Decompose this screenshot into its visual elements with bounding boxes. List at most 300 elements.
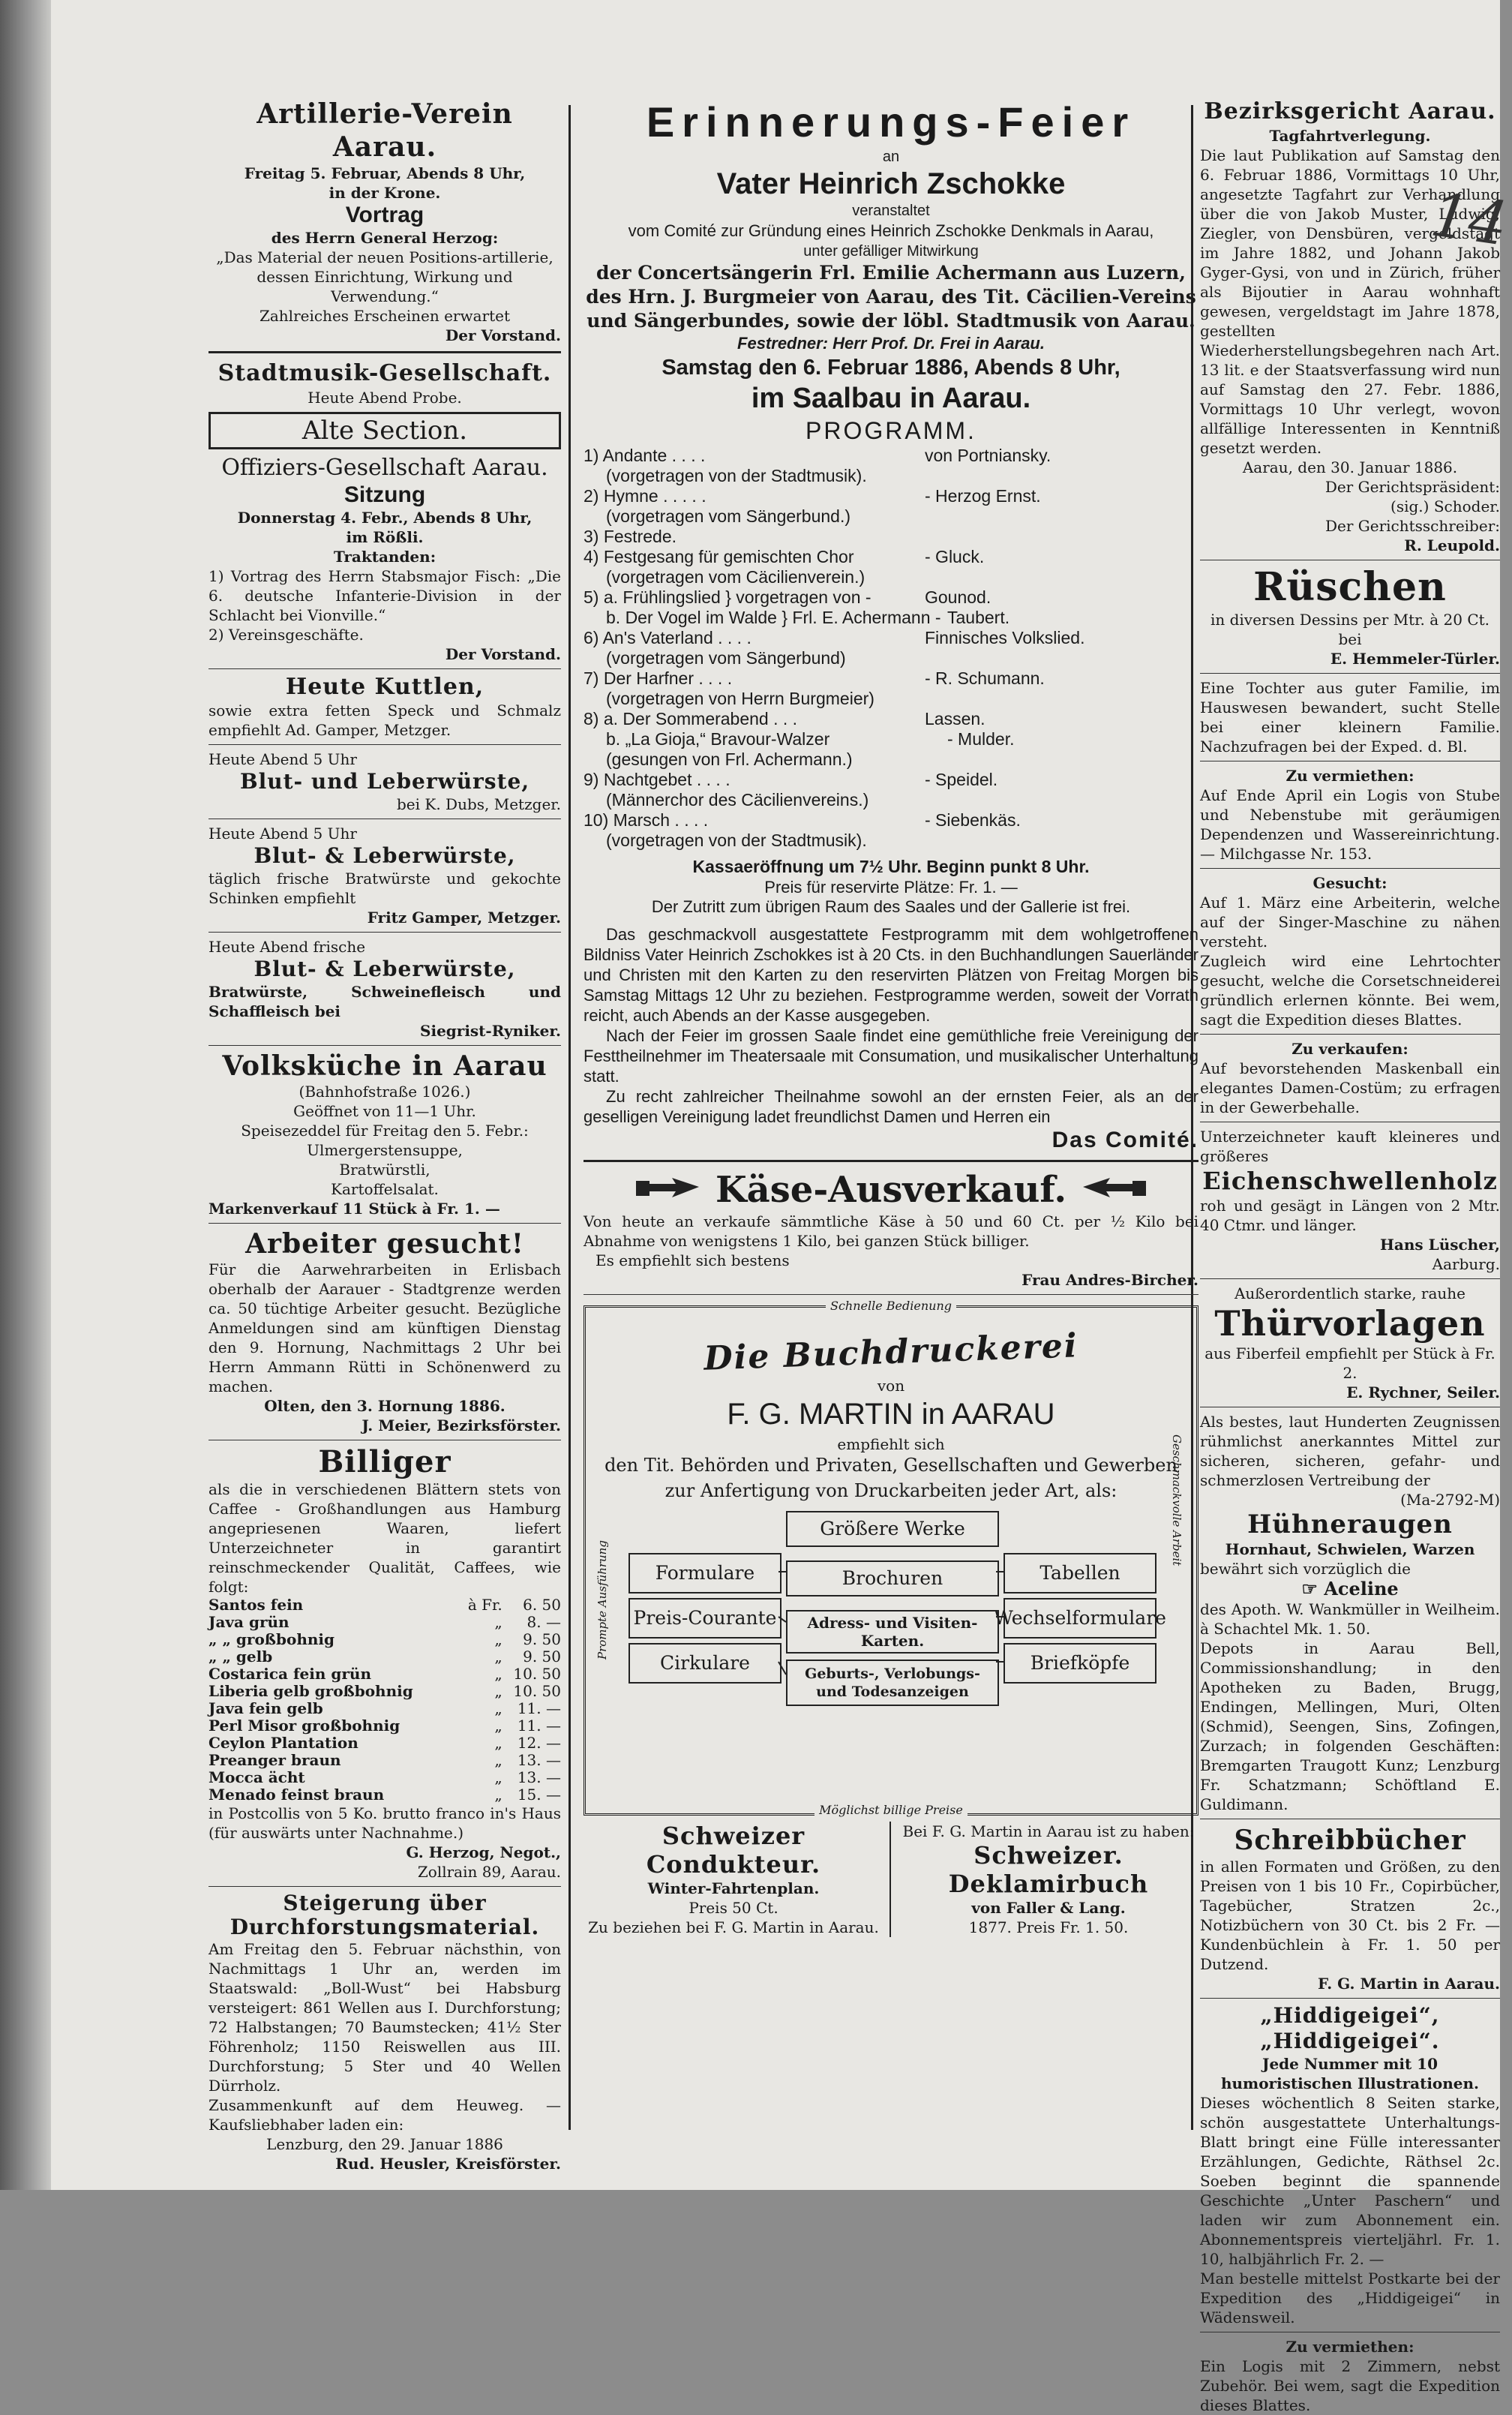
druckerei-von: von: [877, 1377, 905, 1395]
price-currency: „: [494, 1768, 502, 1786]
alte-section-box: Alte Section.: [208, 412, 561, 449]
ad-line: R. Leupold.: [1404, 536, 1500, 554]
price-currency: „: [494, 1786, 502, 1804]
ad-pretext: Bei F. G. Martin in Aarau ist zu haben:: [902, 1822, 1195, 1840]
newspaper-page: [51, 0, 1512, 2414]
ad-place: Aarburg.: [1432, 1255, 1500, 1273]
price-value: 6. 50: [523, 1596, 561, 1614]
ad-text: Zugleich wird eine Lehrtochter gesucht, welche die Corsetschneiderei gründlich erlernen könnte. Bei wem, sagt die Expedition dieses Blattes.: [1200, 952, 1500, 1029]
ad-line: Bratwürstli,: [339, 1161, 430, 1179]
price-name: Perl Misor großbohnig: [208, 1717, 400, 1735]
ad-date: Olten, den 3. Hornung 1886.: [264, 1397, 506, 1415]
program-item-composer: von Portniansky.: [925, 446, 1052, 465]
price-currency: „: [494, 1734, 502, 1752]
programm-heading: PROGRAMM.: [806, 417, 976, 444]
verkaufen-ad: [1200, 1039, 1500, 1117]
druckerei-line: zur Anfertigung von Druckarbeiten jeder Art, als:: [664, 1480, 1118, 1501]
program-item-piece: (vorgetragen von Herrn Burgmeier): [606, 689, 874, 708]
feier-paragraph: Zu recht zahlreicher Theilnahme sowohl an der ernsten Feier, als an der geselligen Vereinigung ladet freundlichst Damen und Herren ein: [584, 1087, 1198, 1126]
ad-signature: Hans Lüscher,: [1380, 1236, 1500, 1254]
divider: [584, 1294, 1198, 1295]
ad-line: Markenverkauf 11 Stück à Fr. 1. —: [208, 1200, 500, 1218]
feier-ad: [584, 98, 1198, 1154]
ad-title: Zu vermiethen:: [1286, 2338, 1414, 2356]
price-name: Preanger braun: [208, 1751, 341, 1769]
program-item-composer: - Gluck.: [925, 547, 985, 566]
ad-text: Auf bevorstehenden Maskenball ein elegantes Damen-Costüm; zu erfragen in der Gewerbehalle.: [1200, 1059, 1500, 1116]
bezirksgericht-ad: [1200, 98, 1500, 555]
ad-title: Zu vermiethen:: [1286, 767, 1414, 785]
feier-title: Erinnerungs-Feier: [646, 98, 1136, 146]
program-item-piece: (gesungen von Frl. Achermann.): [606, 749, 853, 769]
divider: [208, 1886, 561, 1887]
ad-title: Gesucht:: [1312, 874, 1388, 892]
ad-speaker: des Herrn General Herzog:: [271, 229, 499, 247]
price-value: 13. —: [517, 1768, 561, 1786]
kaese-text: Von heute an verkaufe sämmtliche Käse à 50 und 60 Ct. per ½ Kilo bei Abnahme von wenigstens 1 Kilo, bei ganzen Stück billiger.: [584, 1212, 1198, 1250]
kuttlen-ad: [208, 674, 561, 740]
ad-price: Preis 50 Ct.: [688, 1899, 778, 1917]
ad-signature: Fritz Gamper, Metzger.: [367, 909, 561, 927]
price-currency: „: [494, 1613, 502, 1631]
pointing-hand-icon: ☞: [1301, 1578, 1324, 1599]
program-item-piece: (vorgetragen vom Sängerbund): [606, 648, 846, 668]
price-value: 9. 50: [523, 1630, 561, 1648]
feier-line: des Hrn. J. Burgmeier von Aarau, des Tit. Cäcilien-Vereins: [586, 286, 1196, 308]
ad-author: von Faller & Lang.: [971, 1899, 1126, 1917]
deklamir-ad: [891, 1822, 1198, 1937]
program-item-piece: (vorgetragen von der Stadtmusik).: [606, 831, 867, 850]
program-item-piece: b. Der Vogel im Walde } Frl. E. Achermann -: [606, 608, 941, 627]
kaese-ad: [584, 1168, 1198, 1290]
ad-text: in allen Formaten und Größen, zu den Preisen von 1 bis 10 Fr., Copirbücher, Tagebücher, Stratzen 2c., Notizbüchern von 30 Ct. bis 2 Fr. — Kundenbüchlein à Fr. 1. 50 per Dutzend.: [1200, 1858, 1500, 1973]
program-item-piece: 8) a. Der Sommerabend . . .: [584, 709, 798, 728]
price-row: [208, 1614, 561, 1631]
feier-line: der Concertsängerin Frl. Emilie Achermann aus Luzern,: [596, 262, 1186, 284]
program-item-piece: 6) An's Vaterland . . . .: [584, 628, 752, 647]
price-value: 8. —: [526, 1613, 561, 1631]
feier-preis: Preis für reservirte Plätze: Fr. 1. —: [764, 878, 1018, 897]
ad-title: Eichenschwellenholz: [1202, 1167, 1498, 1195]
feier-kasse: Kassaeröffnung um 7½ Uhr. Beginn punkt 8 Uhr.: [692, 857, 1090, 876]
ad-title: Offiziers-Gesellschaft Aarau.: [221, 455, 548, 481]
druckerei-bottom-text: Möglichst billige Preise: [814, 1803, 968, 1817]
ad-text: roh und gesägt in Längen von 2 Mtr. 40 Ctmr. und länger.: [1200, 1197, 1500, 1234]
service-cell: Adress- und Visiten-Karten.: [786, 1610, 999, 1654]
program-item: [584, 608, 1198, 628]
service-cell: Brochuren: [786, 1560, 999, 1596]
ad-title: Blut- & Leberwürste,: [254, 957, 516, 981]
ad-meeting: Zusammenkunft auf dem Heuweg. — Kaufsliebhaber laden ein:: [208, 2096, 561, 2134]
price-name: Costarica fein grün: [208, 1665, 371, 1683]
ad-price: 1877. Preis Fr. 1. 50.: [968, 1918, 1129, 1936]
price-name: Menado feinst braun: [208, 1786, 385, 1804]
program-item: [584, 729, 1198, 749]
schreib-ad: [1200, 1824, 1500, 1993]
ad-line: Geöffnet von 11—1 Uhr.: [293, 1102, 476, 1120]
ad-title: Blut- und Leberwürste,: [239, 769, 530, 794]
rueschen-ad: [1200, 565, 1500, 668]
divider: [1200, 1278, 1500, 1279]
divider: [208, 668, 561, 669]
price-table: [208, 1596, 561, 1804]
program-item: [584, 749, 1198, 770]
divider: [1200, 1034, 1500, 1035]
program-item-composer: Taubert.: [947, 608, 1010, 627]
program-item: [584, 567, 1198, 587]
program-item: [584, 587, 1198, 608]
ad-text: Dieses wöchentlich 8 Seiten starke, schön ausgestattete Unterhaltungs-Blatt bringt eine Fülle interessanter Erzählungen, Gedichte, Räthsel 2c. Soeben beginnt die spannende Geschichte „Unter Paschern“ und laden wir zum Abonnement ein. Abonnementspreis vierteljährl. Fr. 1. 10, halbjährlich Fr. 2. —: [1200, 2094, 1500, 2268]
price-value: 9. 50: [523, 1648, 561, 1666]
billiger-ad: [208, 1445, 561, 1882]
right-column: [1200, 98, 1512, 2414]
ad-title: Arbeiter gesucht!: [245, 1228, 524, 1260]
program-item-piece: 3) Festrede.: [584, 527, 676, 546]
ad-text: Ein Logis mit 2 Zimmern, nebst Zubehör. Bei wem, sagt die Expedition dieses Blattes.: [1200, 2357, 1500, 2414]
ad-text: Am Freitag den 5. Februar nächsthin, von Nachmittags 1 Uhr an, werden im Staatswald: „Boll-Wust“ bei Habsburg versteigert: 861 Wellen aus I. Durchforstung; 72 Halbstangen; 70 Baumstecken; 41½ Ster Föhrenholz; 1150 Reiswellen aus III. Durchforstung; 5 Ster und 40 Wellen Dürrholz.: [208, 1940, 561, 2095]
price-row: [208, 1631, 561, 1648]
price-name: „ „ gelb: [208, 1648, 273, 1666]
price-row: [208, 1735, 561, 1752]
program-item-piece: 10) Marsch . . . .: [584, 810, 709, 830]
ad-title: Hühneraugen: [1247, 1509, 1453, 1539]
program-list: [584, 446, 1198, 851]
ad-code: (Ma-2792-M): [1400, 1491, 1500, 1509]
ad-date: Lenzburg, den 29. Januar 1886: [266, 2135, 503, 2153]
middle-column: [584, 98, 1198, 2145]
ad-item: 1) Vortrag des Herrn Stabsmajor Fisch: „Die 6. deutsche Infanterie-Division in der Schlacht bei Vionville.“: [208, 567, 561, 624]
price-name: Santos fein: [208, 1596, 304, 1614]
eichen-ad: [1200, 1127, 1500, 1274]
ad-line: Der Gerichtspräsident:: [1324, 478, 1500, 496]
ad-pretext: Außerordentlich starke, rauhe: [1234, 1284, 1466, 1302]
stadtmusik-ad: [208, 359, 561, 407]
service-connectors: [584, 1299, 1198, 1817]
program-item-composer: Finnisches Volkslied.: [925, 628, 1085, 647]
ad-signature: E. Rychner, Seiler.: [1346, 1383, 1500, 1401]
arbeiter-ad: [208, 1228, 561, 1435]
price-value: 11. —: [517, 1717, 561, 1735]
feier-signature: Das Comité.: [1052, 1128, 1198, 1152]
ad-order: Man bestelle mittelst Postkarte bei der Expedition des „Hiddigeigei“ in Wädensweil.: [1200, 2269, 1500, 2326]
vermiethen-ad: [1200, 766, 1500, 864]
ad-subtitle: Hornhaut, Schwielen, Warzen: [1225, 1540, 1475, 1558]
feier-comite: vom Comité zur Gründung eines Heinrich Zschokke Denkmals in Aarau,: [628, 221, 1154, 240]
program-item-composer: [925, 527, 1198, 547]
price-value: 10. 50: [513, 1665, 561, 1683]
ad-place: im Rößli.: [346, 528, 424, 546]
ad-pretext: Unterzeichneter kauft kleineres und größeres: [1200, 1128, 1500, 1165]
ad-title: Billiger: [318, 1444, 452, 1479]
price-row: [208, 1648, 561, 1666]
program-item-composer: [947, 749, 1198, 770]
ad-text: Depots in Aarau Bell, Commissionshandlung; in den Apotheken zu Baden, Brugg, Endingen, Mellingen, Muri, Olten (Schmid), Seengen, Sins, Zofingen, Zurzach; in folgenden Geschäften: Bremgarten Traugott Kunz; Lenzburg Fr. Schatzmann; Schöftland E. Guldimann.: [1200, 1639, 1500, 1813]
divider: [1200, 673, 1500, 674]
ad-signature: Rud. Heusler, Kreisförster.: [335, 2155, 561, 2173]
program-item: [584, 668, 1198, 689]
ad-subtitle: Jede Nummer mit 10 humoristischen Illustrationen.: [1220, 2055, 1480, 2092]
druckerei-name: F. G. MARTIN in AARAU: [727, 1398, 1055, 1431]
program-item-piece: 1) Andante . . . .: [584, 446, 706, 465]
program-item: [584, 709, 1198, 729]
price-value: 15. —: [517, 1786, 561, 1804]
siegrist-ad: [208, 937, 561, 1041]
price-row: [208, 1769, 561, 1786]
program-item-composer: [947, 831, 1198, 851]
ad-date: Donnerstag 4. Febr., Abends 8 Uhr,: [237, 509, 532, 527]
divider: [584, 1160, 1198, 1162]
price-currency: „: [494, 1648, 502, 1666]
ad-date: Freitag 5. Februar, Abends 8 Uhr,: [244, 164, 526, 182]
feier-line: und Sängerbundes, sowie der löbl. Stadtmusik von Aarau.: [586, 310, 1196, 332]
program-item-composer: - Speidel.: [925, 770, 998, 789]
divider: [208, 1223, 561, 1224]
bottom-ads: [584, 1822, 1198, 1937]
divider: [208, 1045, 561, 1046]
gamper-ad: [208, 824, 561, 927]
service-cell: Preis-Courante: [628, 1598, 782, 1639]
druckerei-ad: [584, 1299, 1198, 1817]
feier-date: Samstag den 6. Februar 1886, Abends 8 Uhr,: [662, 356, 1120, 380]
price-name: Java grün: [208, 1613, 290, 1631]
tochter-ad: Eine Tochter aus guter Familie, im Hauswesen bewandert, sucht Stelle bei einer kleinern Familie. Nachzufragen bei der Exped. d. Bl.: [1200, 679, 1500, 755]
ad-line: (Bahnhofstraße 1026.): [298, 1083, 471, 1101]
program-item: [584, 790, 1198, 810]
price-currency: à Fr.: [467, 1596, 502, 1614]
divider: [208, 932, 561, 933]
feier-mitwirkung: unter gefälliger Mitwirkung: [803, 243, 979, 260]
druckerei-line: den Tit. Behörden und Privaten, Gesellschaften und Gewerben: [604, 1455, 1178, 1476]
price-row: [208, 1786, 561, 1804]
program-item-piece: b. „La Gioja,“ Bravour-Walzer: [606, 729, 830, 749]
program-item-composer: Gounod.: [925, 587, 992, 607]
price-row: [208, 1683, 561, 1700]
feier-an: an: [882, 149, 900, 165]
ad-title: „Hiddigeigei“, „Hiddigeigei“.: [1260, 2003, 1440, 2053]
ad-signature: J. Meier, Bezirksförster.: [362, 1416, 561, 1434]
program-item-piece: (vorgetragen vom Cäcilienverein.): [606, 567, 866, 587]
ad-pretext: Heute Abend frische: [208, 938, 366, 956]
druckerei-title: Die Buchdruckerei: [703, 1326, 1079, 1378]
price-value: 12. —: [517, 1734, 561, 1752]
ad-heading: Sitzung: [344, 482, 426, 507]
ad-signature: G. Herzog, Negot.,: [406, 1843, 561, 1861]
program-item: [584, 770, 1198, 790]
feier-zutritt: Der Zutritt zum übrigen Raum des Saales und der Gallerie ist frei.: [651, 897, 1131, 916]
ad-line: (sig.) Schoder.: [1390, 497, 1500, 515]
ad-signature: Der Vorstand.: [445, 326, 561, 344]
hiddigeigei-ad: [1200, 2003, 1500, 2327]
price-name: Java fein gelb: [208, 1699, 323, 1717]
service-cell: Briefköpfe: [1004, 1643, 1156, 1684]
price-row: [208, 1596, 561, 1614]
price-name: „ „ großbohnig: [208, 1630, 334, 1648]
program-item-piece: (Männerchor des Cäcilienvereins.): [606, 790, 869, 810]
program-item: [584, 831, 1198, 851]
pointing-hand-left-icon: [1080, 1173, 1148, 1206]
program-item-piece: 4) Festgesang für gemischten Chor: [584, 547, 854, 566]
divider: [1200, 1998, 1500, 1999]
program-item-piece: (vorgetragen von der Stadtmusik).: [606, 466, 867, 485]
ad-title: Blut- & Leberwürste,: [254, 843, 516, 868]
price-currency: „: [494, 1630, 502, 1648]
ad-subtitle: Tagfahrtverlegung.: [1269, 127, 1431, 145]
ad-title: Zu verkaufen:: [1292, 1040, 1408, 1058]
ad-heading: Vortrag: [345, 203, 424, 227]
pointing-hand-right-icon: [634, 1173, 702, 1206]
ad-text: Die laut Publikation auf Samstag den 6. Februar 1886, Vormittags 10 Uhr, angesetzte Tagfahrt zur Verhandlung über die von Jakob Muster, Ludwig, Ziegler, von Densbüren, vergeldstagt im Jahre 1882, und Johann Jakob Gyger-Gysi, von und in Zürich, früher als Bijoutier in Aarau wohnhaft gewesen, vergeldstagt im Jahre 1878, gestellten Wiederherstellungsbegehren nach Art. 13 lit. e der Staatsverfassung wird nun auf Samstag den 27. Febr. 1886, Vormittags 10 Uhr verlegt, wovon allfällige Interessenten in Kenntniß gesetzt werden.: [1200, 146, 1500, 457]
condukteur-ad: [584, 1822, 891, 1937]
service-cell: Geburts-, Verlobungs- und Todesanzeigen: [786, 1660, 999, 1706]
divider: [208, 351, 561, 353]
ad-title: Schweizer Condukteur.: [646, 1822, 821, 1879]
dubs-ad: [208, 749, 561, 814]
program-item-composer: [947, 689, 1198, 709]
ad-text: in diversen Dessins per Mtr. à 20 Ct. bei: [1210, 611, 1490, 648]
program-item-composer: - Mulder.: [947, 729, 1015, 749]
ad-outro: in Postcollis von 5 Ko. brutto franco in's Haus (für auswärts unter Nachnahme.): [208, 1804, 561, 1842]
druckerei-empfiehlt: empfiehlt sich: [837, 1435, 945, 1453]
program-item-piece: (vorgetragen vom Sängerbund.): [606, 506, 851, 526]
price-row: [208, 1700, 561, 1717]
program-item: [584, 506, 1198, 527]
ad-title: Rüschen: [1253, 564, 1447, 610]
program-item-composer: [947, 648, 1198, 668]
druckerei-right-side: Geschmackvolle Arbeit: [1170, 1434, 1184, 1566]
artillerie-ad: [208, 98, 561, 345]
ad-text: Auf 1. März eine Arbeiterin, welche auf der Singer-Maschine zu nähen versteht.: [1200, 894, 1500, 951]
program-item-piece: 7) Der Harfner . . . .: [584, 668, 733, 688]
ad-address: Zollrain 89, Aarau.: [417, 1863, 561, 1881]
price-name: Ceylon Plantation: [208, 1734, 358, 1752]
ad-product: [1200, 1578, 1500, 1599]
feier-name: Vater Heinrich Zschokke: [716, 167, 1066, 200]
ad-subtitle: Winter-Fahrtenplan.: [647, 1879, 820, 1897]
ad-signature: bei K. Dubs, Metzger.: [397, 795, 561, 813]
ad-line: Speisezeddel für Freitag den 5. Febr.:: [241, 1122, 529, 1140]
price-name: Liberia gelb großbohnig: [208, 1682, 413, 1700]
ad-pretext: Heute Abend 5 Uhr: [208, 750, 357, 768]
handwritten-page-number: 14: [1426, 179, 1512, 260]
ad-pretext: Als bestes, laut Hunderten Zeugnissen rühmlichst anerkanntes Mittel zur sicheren, sicheren, gefahr- und schmerzlosen Vertreibung der: [1200, 1413, 1500, 1489]
ad-title: Artillerie-Verein Aarau.: [256, 98, 513, 163]
ad-text: bewährt sich vorzüglich die: [1200, 1560, 1412, 1578]
feier-place: im Saalbau in Aarau.: [751, 383, 1031, 414]
ad-title: Schreibbücher: [1234, 1825, 1466, 1856]
ad-signature: Der Vorstand.: [445, 645, 561, 663]
kaese-sub: Es empfiehlt sich bestens: [596, 1251, 790, 1269]
ad-signature: F. G. Martin in Aarau.: [1318, 1975, 1500, 1993]
ad-title: Steigerung über Durchforstungsmaterial.: [230, 1891, 540, 1939]
price-row: [208, 1752, 561, 1769]
service-cell: Tabellen: [1004, 1553, 1156, 1593]
ad-title: Thürvorlagen: [1214, 1303, 1486, 1344]
program-item: [584, 547, 1198, 567]
price-name: Mocca ächt: [208, 1768, 305, 1786]
divider: [1200, 868, 1500, 869]
program-item: [584, 628, 1198, 648]
ad-subheading: Traktanden:: [333, 548, 436, 566]
ad-title: Bezirksgericht Aarau.: [1204, 98, 1496, 125]
ad-pretext: Heute Abend 5 Uhr: [208, 825, 357, 843]
program-item-composer: - Siebenkäs.: [925, 810, 1021, 830]
druckerei-top-text: Schnelle Bedienung: [826, 1299, 956, 1313]
volkskueche-ad: [208, 1050, 561, 1218]
program-item: [584, 810, 1198, 831]
huehner-ad: [1200, 1412, 1500, 1814]
price-value: 11. —: [517, 1699, 561, 1717]
program-item: [584, 527, 1198, 547]
paper-binding-edge: [0, 0, 51, 2190]
price-currency: „: [494, 1699, 502, 1717]
price-value: 10. 50: [513, 1682, 561, 1700]
price-row: [208, 1666, 561, 1683]
ad-product-name: Aceline: [1324, 1578, 1399, 1599]
service-cell: Wechselformulare: [1004, 1598, 1156, 1639]
steigerung-ad: [208, 1891, 561, 2173]
price-currency: „: [494, 1665, 502, 1683]
program-item-composer: [947, 567, 1198, 587]
ad-line: Der Gerichtsschreiber:: [1324, 517, 1500, 535]
ad-signature: E. Hemmeler-Türler.: [1330, 650, 1500, 668]
program-item-composer: [947, 790, 1198, 810]
gesucht-ad: [1200, 873, 1500, 1029]
ad-text: Bratwürste, Schweinefleisch und Schaffleisch bei: [208, 983, 561, 1020]
ad-place: in der Krone.: [328, 184, 441, 202]
program-item-composer: - Herzog Ernst.: [925, 486, 1041, 506]
price-value: 13. —: [517, 1751, 561, 1769]
program-item-composer: - R. Schumann.: [925, 668, 1045, 688]
ad-signature: Siegrist-Ryniker.: [420, 1022, 561, 1040]
program-item: [584, 689, 1198, 709]
program-item: [584, 466, 1198, 486]
ad-title: Schweizer. Deklamirbuch: [948, 1841, 1149, 1898]
feier-paragraph: Das geschmackvoll ausgestattete Festprogramm mit dem wohlgetroffenen Bildniss Vater Heinrich Zschokkes ist à 20 Cts. in den Buchhandlungen Sauerländer und Christen mit den Karten zu den reservirten Plätzen von Freitag Morgen bis Samstag Mittags 12 Uhr zu beziehen. Festprogramme werden, soweit der Vorrath reicht, auch Abends an der Kasse ausgegeben.: [584, 925, 1198, 1025]
ad-title: Heute Kuttlen,: [285, 674, 484, 700]
divider: [208, 744, 561, 745]
ad-text: Auf Ende April ein Logis von Stube und Nebenstube mit geräumigen Dependenzen und Wassereinrichtung. — Milchgasse Nr. 153.: [1200, 786, 1500, 863]
program-item-piece: 2) Hymne . . . . .: [584, 486, 706, 506]
ad-text: täglich frische Bratwürste und gekochte Schinken empfiehlt: [208, 870, 561, 907]
column-rule-left: [568, 105, 571, 2130]
ad-text: aus Fiberfeil empfiehlt per Stück à Fr. 2.: [1204, 1344, 1496, 1382]
program-item-composer: [947, 506, 1198, 527]
kaese-title: Käse-Ausverkauf.: [715, 1169, 1067, 1211]
feier-festredner: Festredner: Herr Prof. Dr. Frei in Aarau.: [737, 334, 1045, 353]
ad-title: Stadtmusik-Gesellschaft.: [218, 360, 552, 386]
vermiethen2-ad: [1200, 2337, 1500, 2415]
program-item-piece: 9) Nachtgebet . . . .: [584, 770, 730, 789]
price-row: [208, 1717, 561, 1735]
program-item-composer: Lassen.: [925, 709, 986, 728]
price-currency: „: [494, 1751, 502, 1769]
ad-text: sowie extra fetten Speck und Schmalz empfiehlt Ad. Gamper, Metzger.: [208, 701, 561, 739]
ad-line: Kartoffelsalat.: [331, 1180, 439, 1198]
program-item: [584, 648, 1198, 668]
offiziers-ad: [208, 454, 561, 664]
ad-line: Ulmergerstensuppe,: [307, 1141, 463, 1159]
feier-veranstaltet: veranstaltet: [852, 203, 930, 219]
program-item-composer: [947, 466, 1198, 486]
program-item: [584, 446, 1198, 466]
service-cell: Formulare: [628, 1553, 782, 1593]
service-cell: Größere Werke: [786, 1511, 999, 1547]
program-item: [584, 486, 1198, 506]
ad-topic: „Das Material der neuen Positions-artillerie, dessen Einrichtung, Wirkung und Verwendung.“: [216, 248, 554, 305]
ad-note: Zahlreiches Erscheinen erwartet: [259, 307, 511, 325]
service-cell: Cirkulare: [628, 1643, 782, 1684]
price-currency: „: [494, 1717, 502, 1735]
